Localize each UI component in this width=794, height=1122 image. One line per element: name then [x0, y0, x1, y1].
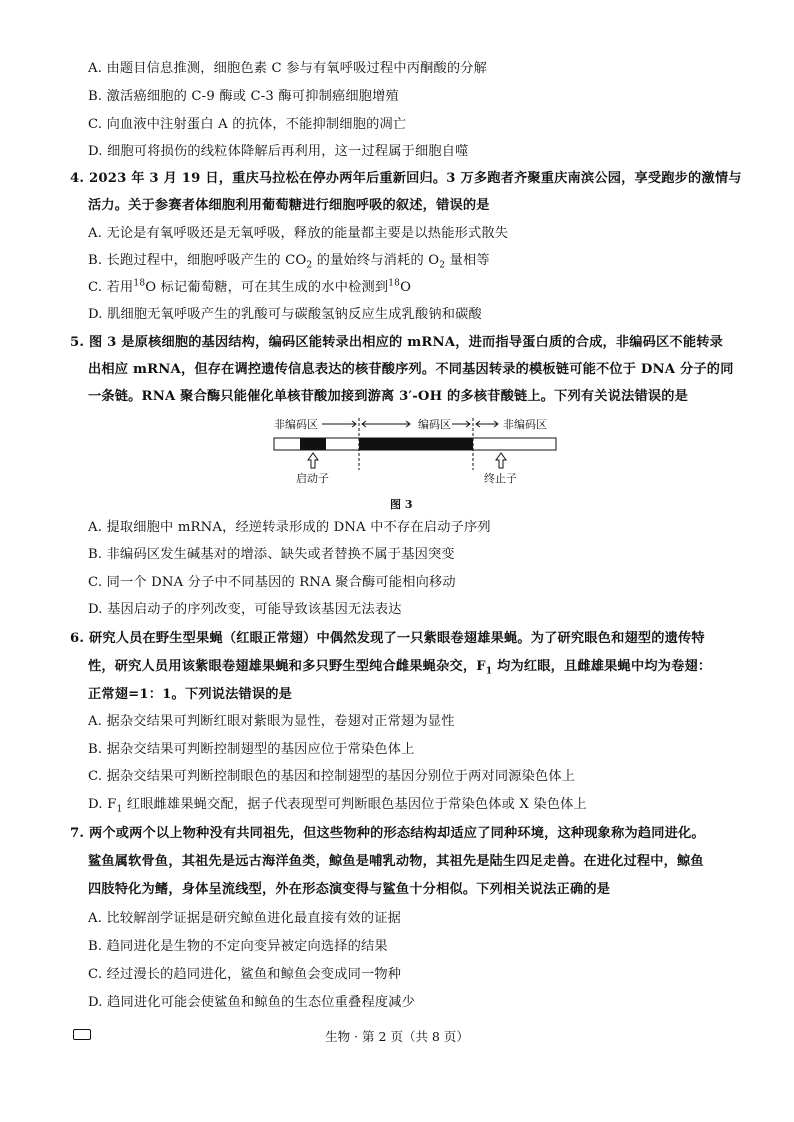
figure-caption: 图 3 — [390, 498, 413, 511]
q7-option-b: B. 趋同进化是生物的不定向变异被定向选择的结果 — [88, 939, 388, 954]
label-promoter: 启动子 — [296, 472, 329, 485]
label-terminator: 终止子 — [484, 472, 517, 485]
q7-stem-line3: 四肢特化为鳍，身体呈流线型，外在形态演变得与鲨鱼十分相似。下列相关说法正确的是 — [88, 882, 611, 897]
q7-option-a: A. 比较解剖学证据是研究鲸鱼进化最直接有效的证据 — [88, 911, 402, 926]
q7-stem-line1: 7. 两个或两个以上物种没有共同祖先，但这些物种的形态结构却适应了同种环境，这种现象称为趋同进化。 — [70, 826, 705, 841]
q4-option-d: D. 肌细胞无氧呼吸产生的乳酸可与碳酸氢钠反应生成乳酸钠和碳酸 — [88, 307, 482, 322]
q4-option-b: B. 长跑过程中，细胞呼吸产生的 $CO_2$ 的量始终与消耗的 $O_2$ 量相等 — [88, 253, 490, 271]
q6-stem-line3: 正常翅=1：1。下列说法错误的是 — [88, 687, 293, 702]
q5-option-d: D. 基因启动子的序列改变，可能导致该基因无法表达 — [88, 602, 402, 617]
label-coding: 编码区 — [418, 418, 451, 431]
page-footer: 生物 · 第 2 页（共 8 页） — [325, 1029, 469, 1044]
q4-option-c: C. 若用$^{18}$O 标记葡萄糖，可在其生成的水中检测到$^{18}$O — [88, 278, 412, 295]
q7-option-d: D. 趋同进化可能会使鲨鱼和鲸鱼的生态位重叠程度减少 — [88, 995, 415, 1010]
q5-option-b: B. 非编码区发生碱基对的增添、缺失或者替换不属于基因突变 — [88, 547, 455, 562]
gene-structure-figure — [270, 410, 560, 520]
q4-stem-line1: 4. 2023 年 3 月 19 日，重庆马拉松在停办两年后重新回归。3 万多跑者齐聚重庆南滨公园，享受跑步的激情与 — [70, 171, 742, 186]
q5-option-c: C. 同一个 DNA 分子中不同基因的 RNA 聚合酶可能相向移动 — [88, 575, 456, 590]
q6-option-a: A. 据杂交结果可判断红眼对紫眼为显性，卷翅对正常翅为显性 — [88, 714, 455, 729]
q7-stem-line2: 鲨鱼属软骨鱼，其祖先是远古海洋鱼类，鲸鱼是哺乳动物，其祖先是陆生四足走兽。在进化过程中，鲸鱼 — [88, 854, 704, 869]
q5-stem-line3: 一条链。RNA 聚合酶只能催化单核苷酸加接到游离 3′-OH 的多核苷酸链上。下列有关说法错误的是 — [88, 389, 689, 404]
label-noncoding-left: 非编码区 — [274, 418, 318, 431]
q3-option-a: A. 由题目信息推测，细胞色素 C 参与有氧呼吸过程中丙酮酸的分解 — [88, 61, 488, 76]
label-noncoding-right: 非编码区 — [503, 418, 547, 431]
q7-option-c: C. 经过漫长的趋同进化，鲨鱼和鲸鱼会变成同一物种 — [88, 967, 402, 982]
q5-stem-line1: 5. 图 3 是原核细胞的基因结构，编码区能转录出相应的 mRNA，进而指导蛋白质的合成，非编码区不能转录 — [70, 335, 723, 350]
promoter-region — [300, 438, 326, 450]
terminator-arrow-icon — [496, 453, 506, 468]
q6-stem-line1: 6. 研究人员在野生型果蝇（红眼正常翅）中偶然发现了一只紫眼卷翅雄果蝇。为了研究眼色和翅型的遗传特 — [70, 631, 705, 646]
q6-option-c: C. 据杂交结果可判断控制眼色的基因和控制翅型的基因分别位于两对同源染色体上 — [88, 769, 576, 784]
coding-region — [359, 438, 473, 450]
q6-option-b: B. 据杂交结果可判断控制翅型的基因应位于常染色体上 — [88, 742, 415, 757]
promoter-arrow-icon — [308, 453, 318, 468]
q6-option-d: D. $F_1$ 红眼雌雄果蝇交配，据子代表现型可判断眼色基因位于常染色体或 X 染色体上 — [88, 797, 587, 815]
q6-stem-line2: 性，研究人员用该紫眼卷翅雄果蝇和多只野生型纯合雌果蝇杂交，$F_1$ 均为红眼，且雌雄果蝇中均为卷翅： — [88, 659, 712, 677]
q3-option-d: D. 细胞可将损伤的线粒体降解后再利用，这一过程属于细胞自噬 — [88, 144, 469, 159]
q3-option-b: B. 激活癌细胞的 C-9 酶或 C-3 酶可抑制癌细胞增殖 — [88, 89, 399, 104]
q4-stem-line2: 活力。关于参赛者体细胞利用葡萄糖进行细胞呼吸的叙述，错误的是 — [88, 198, 490, 213]
q3-option-c: C. 向血液中注射蛋白 A 的抗体，不能抑制细胞的凋亡 — [88, 117, 407, 132]
q5-option-a: A. 提取细胞中 mRNA，经逆转录形成的 DNA 中不存在启动子序列 — [88, 520, 491, 535]
q4-option-a: A. 无论是有氧呼吸还是无氧呼吸，释放的能量都主要是以热能形式散失 — [88, 226, 509, 241]
q5-stem-line2: 出相应 mRNA，但存在调控遗传信息表达的核苷酸序列。不同基因转录的模板链可能不位于 DNA 分子的同 — [88, 362, 734, 377]
